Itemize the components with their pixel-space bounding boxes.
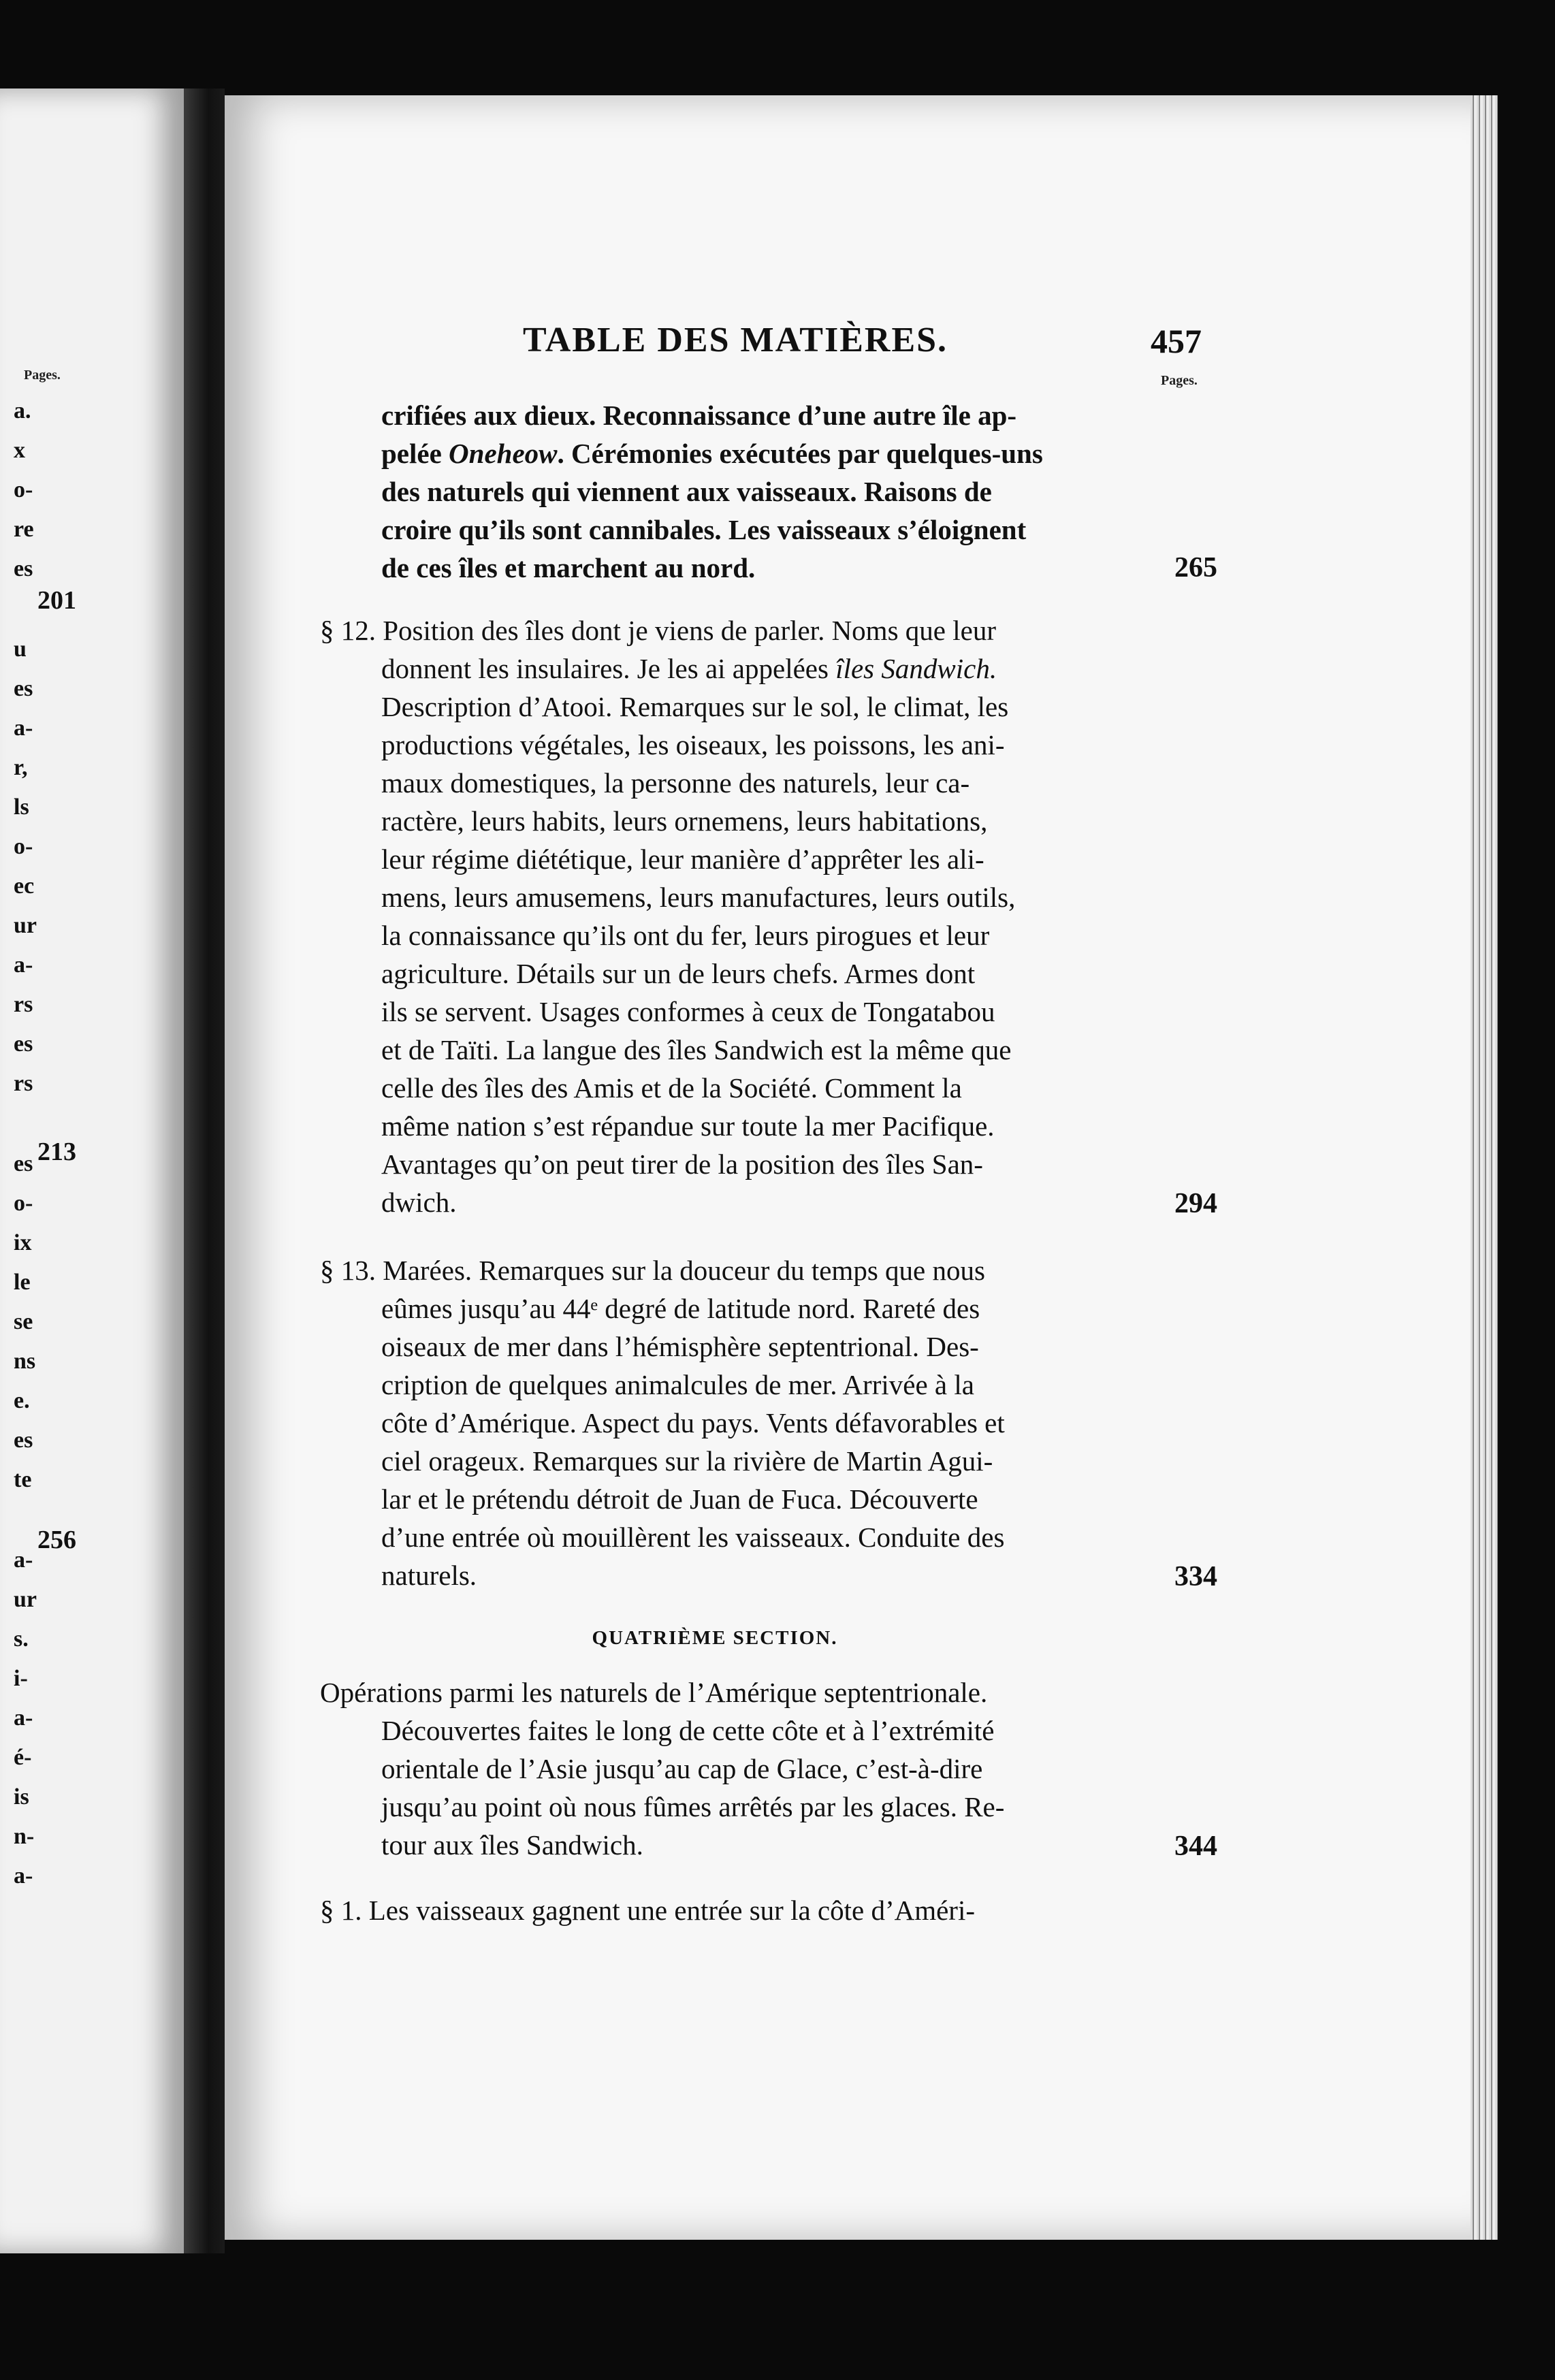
toc-line: croire qu’ils sont cannibales. Les vaisseaux s’éloignent bbox=[381, 514, 1027, 545]
left-page-line-fragment: es bbox=[14, 676, 33, 701]
left-page-line-fragment: r, bbox=[14, 755, 28, 780]
toc-line: côte d’Amérique. Aspect du pays. Vents défavorables et bbox=[381, 1407, 1005, 1438]
entry-page-number: 344 bbox=[1174, 1831, 1217, 1862]
left-page-line-fragment: ur bbox=[14, 1587, 37, 1612]
left-page-number: 201 bbox=[37, 586, 76, 615]
toc-line: d’une entrée où mouillèrent les vaisseaux. Conduite des bbox=[381, 1522, 1005, 1553]
left-page-line-fragment: es bbox=[14, 1151, 33, 1176]
left-page-line-fragment: a- bbox=[14, 715, 33, 741]
toc-line: § 12. Position des îles dont je viens de parler. Noms que leur bbox=[320, 615, 996, 646]
left-page-line-fragment: u bbox=[14, 637, 27, 662]
left-page-line-fragment: rs bbox=[14, 1071, 33, 1096]
toc-line: cription de quelques animalcules de mer. Arrivée à la bbox=[381, 1369, 974, 1400]
left-page-line-fragment: o- bbox=[14, 834, 33, 859]
left-page-line-fragment: ls bbox=[14, 794, 29, 820]
pages-column-label: Pages. bbox=[1161, 373, 1198, 388]
left-page-line-fragment: a- bbox=[14, 952, 33, 978]
toc-line: tour aux îles Sandwich. bbox=[381, 1829, 643, 1861]
toc-line: pelée Oneheow. Cérémonies exécutées par quelques-uns bbox=[381, 438, 1043, 469]
toc-line: ractère, leurs habits, leurs ornemens, leurs habitations, bbox=[381, 805, 988, 837]
toc-line: orientale de l’Asie jusqu’au cap de Glace, c’est-à-dire bbox=[381, 1753, 983, 1784]
left-facing-page bbox=[0, 89, 184, 2253]
toc-line: ciel orageux. Remarques sur la rivière de Martin Agui- bbox=[381, 1445, 993, 1477]
left-page-line-fragment: a. bbox=[14, 398, 31, 423]
left-page-line-fragment: ns bbox=[14, 1349, 36, 1374]
left-page-line-fragment: is bbox=[14, 1784, 29, 1810]
toc-line: crifiées aux dieux. Reconnaissance d’une autre île ap- bbox=[381, 400, 1017, 431]
page-edge bbox=[1471, 95, 1498, 2240]
toc-line: Découvertes faites le long de cette côte et à l’extrémité bbox=[381, 1715, 995, 1746]
left-page-line-fragment: a- bbox=[14, 1547, 33, 1573]
left-page-line-fragment: rs bbox=[14, 992, 33, 1017]
toc-line: mens, leurs amusemens, leurs manufactures, leurs outils, bbox=[381, 882, 1016, 913]
toc-line: de ces îles et marchent au nord. bbox=[381, 552, 756, 583]
toc-line: eûmes jusqu’au 44ᵉ degré de latitude nord. Rareté des bbox=[381, 1293, 980, 1324]
toc-line: donnent les insulaires. Je les ai appelées îles Sandwich. bbox=[381, 653, 997, 684]
toc-line: Description d’Atooi. Remarques sur le sol, le climat, les bbox=[381, 691, 1009, 722]
left-page-line-fragment: s. bbox=[14, 1626, 29, 1652]
toc-line: celle des îles des Amis et de la Société. Comment la bbox=[381, 1072, 962, 1104]
section-heading: QUATRIÈME SECTION. bbox=[592, 1627, 838, 1649]
left-page-number: 256 bbox=[37, 1526, 76, 1554]
entry-page-number: 334 bbox=[1174, 1561, 1217, 1592]
toc-line: même nation s’est répandue sur toute la mer Pacifique. bbox=[381, 1110, 995, 1142]
toc-line: jusqu’au point où nous fûmes arrêtés par les glaces. Re- bbox=[381, 1791, 1005, 1822]
left-page-line-fragment: o- bbox=[14, 1191, 33, 1216]
toc-line: maux domestiques, la personne des naturels, leur ca- bbox=[381, 767, 970, 799]
entry-page-number: 265 bbox=[1174, 552, 1217, 583]
left-page-line-fragment: e. bbox=[14, 1388, 30, 1413]
toc-line: la connaissance qu’ils ont du fer, leurs pirogues et leur bbox=[381, 920, 990, 951]
toc-line: productions végétales, les oiseaux, les poissons, les ani- bbox=[381, 729, 1005, 760]
toc-line: et de Taïti. La langue des îles Sandwich est la même que bbox=[381, 1034, 1012, 1065]
left-page-line-fragment: i- bbox=[14, 1666, 28, 1691]
left-page-number: 213 bbox=[37, 1138, 76, 1166]
left-page-line-fragment: es bbox=[14, 556, 33, 581]
book-gutter bbox=[184, 89, 225, 2253]
left-page-line-fragment: é- bbox=[14, 1745, 32, 1770]
left-page-line-fragment: a- bbox=[14, 1705, 33, 1731]
left-page-line-fragment: ec bbox=[14, 873, 35, 899]
toc-line: Opérations parmi les naturels de l’Amérique septentrionale. bbox=[320, 1677, 988, 1708]
toc-line: ils se servent. Usages conformes à ceux de Tongatabou bbox=[381, 996, 995, 1027]
toc-line: leur régime diététique, leur manière d’apprêter les ali- bbox=[381, 843, 984, 875]
left-page-line-fragment: se bbox=[14, 1309, 33, 1334]
page-number: 457 bbox=[1151, 322, 1202, 360]
toc-line: des naturels qui viennent aux vaisseaux. Raisons de bbox=[381, 476, 992, 507]
toc-line: dwich. bbox=[381, 1187, 457, 1218]
toc-line: oiseaux de mer dans l’hémisphère septentrional. Des- bbox=[381, 1331, 979, 1362]
left-page-line-fragment: le bbox=[14, 1270, 31, 1295]
left-page-line-fragment: x bbox=[14, 438, 25, 463]
toc-line: lar et le prétendu détroit de Juan de Fuca. Découverte bbox=[381, 1483, 978, 1515]
toc-line: agriculture. Détails sur un de leurs chefs. Armes dont bbox=[381, 958, 976, 989]
left-page-line-fragment: a- bbox=[14, 1863, 33, 1888]
toc-line: naturels. bbox=[381, 1560, 477, 1591]
left-page-line-fragment: n- bbox=[14, 1824, 35, 1849]
toc-line: § 13. Marées. Remarques sur la douceur du temps que nous bbox=[320, 1255, 985, 1286]
toc-line: § 1. Les vaisseaux gagnent une entrée sur la côte d’Améri- bbox=[320, 1895, 975, 1926]
entry-page-number: 294 bbox=[1174, 1188, 1217, 1219]
left-page-line-fragment: es bbox=[14, 1031, 33, 1057]
left-page-line-fragment: re bbox=[14, 517, 34, 542]
left-page-line-fragment: es bbox=[14, 1428, 33, 1453]
left-pages-label: Pages. bbox=[24, 368, 61, 383]
left-page-line-fragment: o- bbox=[14, 477, 33, 502]
left-page-line-fragment: te bbox=[14, 1467, 32, 1492]
toc-line: Avantages qu’on peut tirer de la position des îles San- bbox=[381, 1148, 983, 1180]
running-head: TABLE DES MATIÈRES. bbox=[522, 321, 948, 359]
left-page-line-fragment: ur bbox=[14, 913, 37, 938]
left-page-line-fragment: ix bbox=[14, 1230, 32, 1255]
